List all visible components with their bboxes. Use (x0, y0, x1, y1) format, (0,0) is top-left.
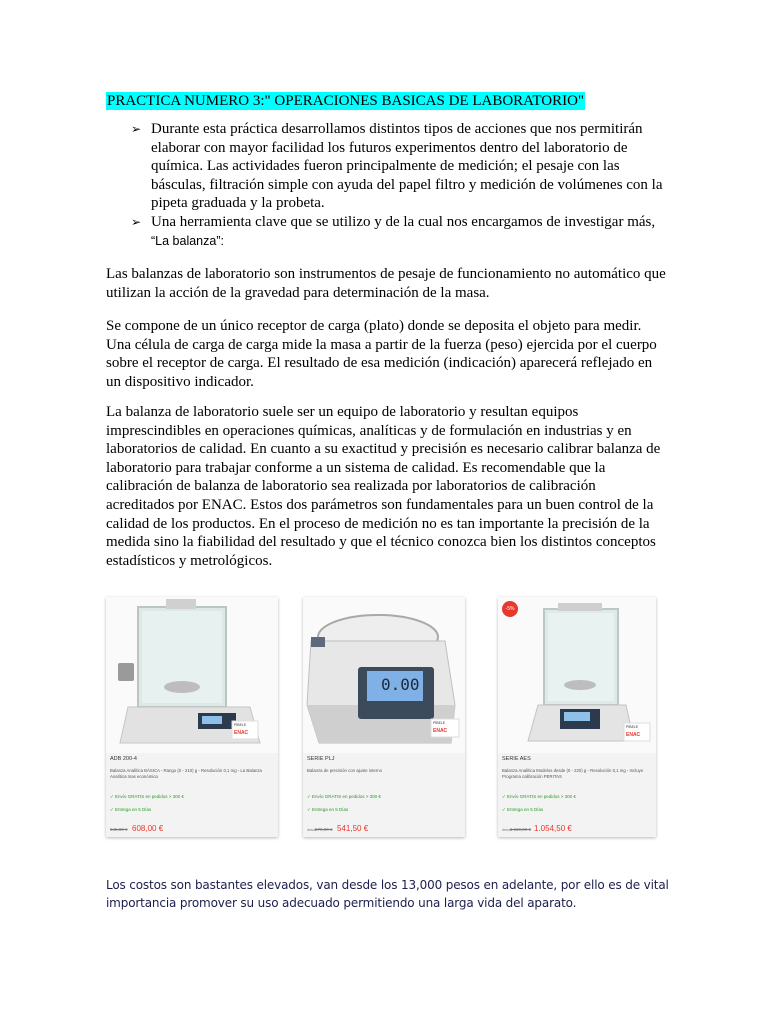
paragraph: Las balanzas de laboratorio son instrumentos de pesaje de funcionamiento no automático que utilizan la acción de la gravedad para determinación de la masa. (106, 266, 666, 301)
product-card[interactable] (303, 597, 465, 837)
bullet-item (106, 213, 666, 250)
product-name[interactable]: ADB 200-4 (110, 756, 137, 762)
arrowhead-bullet-icon: ➢ (131, 122, 142, 136)
product-price: 1.054,50 € (534, 824, 572, 833)
enac-logo-text: ENAC (234, 730, 249, 736)
shipping-note: ✓ Envío GRATIS en pedidos > 300 € (110, 794, 184, 799)
paragraph: Se compone de un único receptor de carga (plato) donde se deposita el objeto para medir. Una célula de carga de carga mide la masa a partir de la fuerza (peso) ejercida por el cuerpo sobre el receptor de carga. El resultado de esa medición (indicación) aparecerá reflejado en un dispositivo indicador. (106, 318, 657, 390)
shipping-note: ✓ Envío GRATIS en pedidos > 300 € (307, 794, 381, 799)
partner-logo-text: PÍBELE (433, 721, 446, 725)
product-info (106, 753, 278, 837)
product-image (303, 597, 465, 753)
delivery-note: ✓ Entrega en 5 Días (502, 807, 544, 812)
discount-badge: -5% (502, 601, 518, 617)
old-price: 870,00 € (315, 827, 333, 832)
footer-note: Los costos son bastantes elevados, van desde los 13,000 pesos en adelante, por ello es de vital importancia promover su uso adecuado permitiendo una larga vida del aparato. (106, 878, 669, 910)
old-price-label: desde (307, 828, 317, 832)
page-title: PRACTICA NUMERO 3:" OPERACIONES BASICAS DE LABORATORIO" (107, 93, 585, 109)
old-price: 1.110,00 € (510, 827, 531, 832)
display-reading: 0.00 (381, 675, 420, 694)
bullet-tail: “La balanza”: (151, 233, 224, 248)
paragraph: La balanza de laboratorio suele ser un equipo de laboratorio y resultan equipos imprescindibles en operaciones químicas, analíticas y de formulación en industrias y en laboratorios de calidad. En cuanto a su exactitud y precisión es necesario calibrar balanza de laboratorio para trabajar conforme a un sistema de calidad. Es recomendable que la calibración de balanza de laboratorio sea realizada por laboratorios de calibración acreditados por ENAC. Estos dos parámetros son fundamentales para un buen control de la calidad de los productos. En el proceso de medición no es tan importante la precisión de la medida sino la fiabilidad del resultado y que el técnico conozca bien los distintos conceptos estadísticos y metrológicos. (106, 404, 661, 569)
old-price-label: desde (502, 828, 512, 832)
product-price: 541,50 € (337, 824, 369, 833)
product-description: Balanza de precisión con ajuste interno (307, 768, 383, 773)
product-info (303, 753, 465, 837)
product-card[interactable] (498, 597, 656, 837)
product-image (498, 597, 656, 753)
enac-logo-text: ENAC (626, 732, 641, 738)
partner-logo-text: PÍBELE (626, 725, 639, 729)
enac-logo-text: ENAC (433, 728, 448, 734)
product-name[interactable]: SERIE AES (502, 756, 531, 762)
delivery-note: ✓ Entrega en 5 Días (110, 807, 152, 812)
product-image (106, 597, 278, 753)
product-description: Balanza Analítica BÁSICA - Rango (0 - 210) g - Resolución 0,1 mg - La Balanza Analítica mas económica (110, 768, 262, 779)
delivery-note: ✓ Entrega en 5 Días (307, 807, 349, 812)
product-card[interactable] (106, 597, 278, 837)
partner-logo-text: PÍBELE (234, 723, 247, 727)
shipping-note: ✓ Envío GRATIS en pedidos > 300 € (502, 794, 576, 799)
product-info (498, 753, 656, 837)
bullet-text: Durante esta práctica desarrollamos distintos tipos de acciones que nos permitirán elaborar con mayor facilidad los futuros experimentos dentro del laboratorio de química. Las actividades fueron principalmente de medición; el pesaje con las básculas, filtración simple con ayuda del papel filtro y medición de volúmenes con la pipeta graduada y la probeta. (151, 121, 663, 212)
product-price: 608,00 € (132, 824, 164, 833)
product-name[interactable]: SERIE PLJ (307, 756, 335, 762)
arrowhead-bullet-icon: ➢ (131, 214, 142, 229)
product-description: Balanza Analítica Modelos desde (0 - 220) g - Resolución 0,1 mg - Incluye Programa calibración PERITAS (502, 768, 644, 779)
bullet-text: Una herramienta clave que se utilizo y de la cual nos encargamos de investigar más, (151, 213, 656, 230)
bullet-item (106, 120, 666, 213)
bullet-list (106, 120, 666, 250)
product-gallery (106, 597, 658, 837)
old-price: 645,00 € (110, 827, 128, 832)
